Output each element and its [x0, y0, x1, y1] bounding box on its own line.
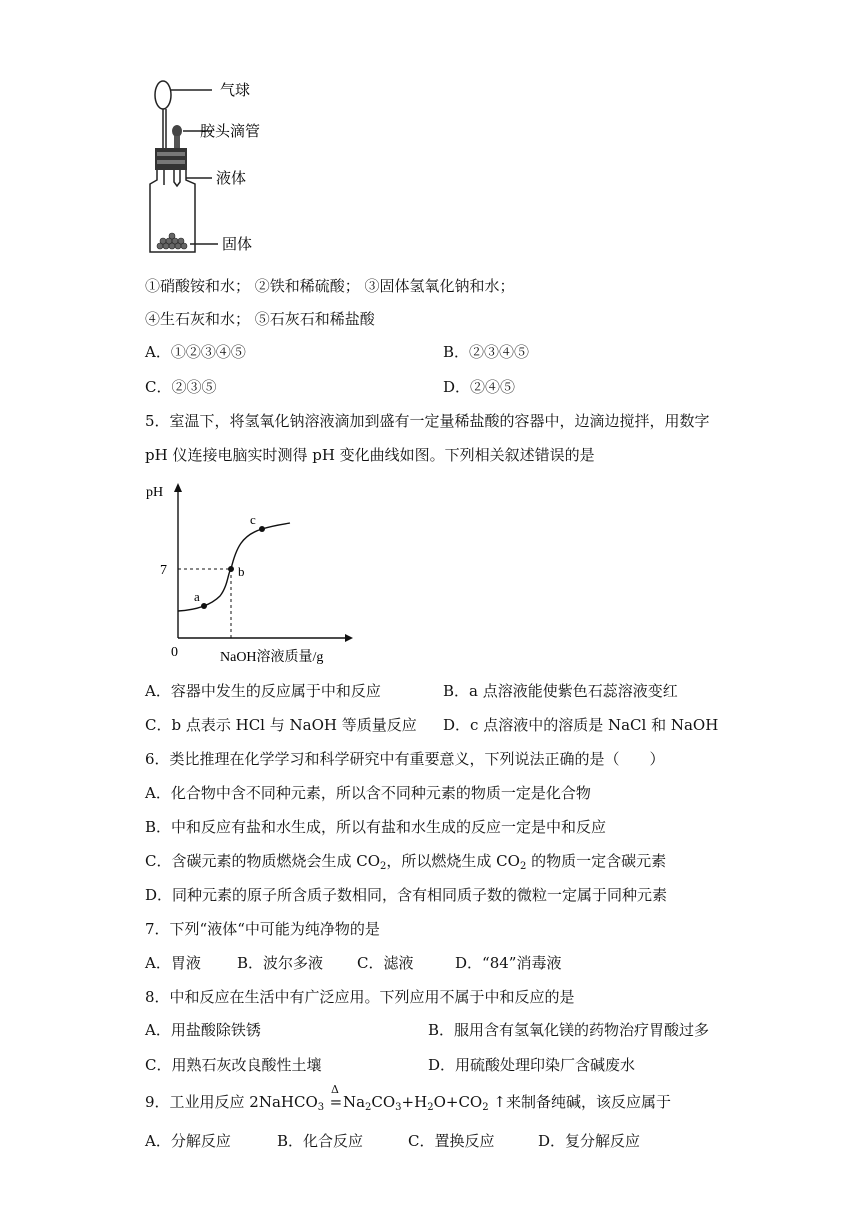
q8-option-d[interactable]: D．用硫酸处理印染厂含碱废水: [428, 1056, 636, 1074]
dropper-bulb: [172, 125, 182, 137]
point-a-label: a: [194, 589, 200, 604]
point-b-marker: [228, 566, 234, 572]
q7-option-b[interactable]: B．波尔多液: [237, 954, 324, 972]
q6-option-c-part2: ，所以燃烧生成 CO: [386, 852, 520, 870]
balloon-shape: [155, 81, 171, 109]
q6-option-d[interactable]: D．同种元素的原子所含质子数相同，含有相同质子数的微粒一定属于同种元素: [145, 886, 668, 904]
y-axis-label: pH: [146, 485, 164, 500]
q6-option-c-part1: C．含碳元素的物质燃烧会生成 CO: [145, 852, 381, 870]
q5-option-a[interactable]: A．容器中发生的反应属于中和反应: [145, 682, 381, 700]
q5-stem-line1: 5．室温下，将氢氧化钠溶液滴加到盛有一定量稀盐酸的容器中，边滴边搅拌，用数字: [145, 412, 710, 430]
y-tick-7: 7: [160, 563, 167, 578]
q9-stem: 9．工业用反应 2NaHCO$_3$ Δ $=Na_2CO_3+H_2O+CO_2$ ↑来制备纯碱，该反应属于: [145, 1083, 671, 1113]
q8-option-c[interactable]: C．用熟石灰改良酸性土壤: [145, 1056, 322, 1074]
label-liquid: 液体: [216, 169, 247, 187]
q6-stem: 6．类比推理在化学学习和科学研究中有重要意义，下列说法正确的是（ ）: [145, 750, 665, 768]
q9-option-a[interactable]: A．分解反应: [145, 1132, 231, 1150]
q5-option-d[interactable]: D．c 点溶液中的溶质是 NaCl 和 NaOH: [443, 716, 719, 734]
q8-option-a[interactable]: A．用盐酸除铁锈: [145, 1021, 261, 1039]
q4-option-b[interactable]: B．②③④⑤: [443, 343, 530, 361]
x-axis-label: NaOH溶液质量/g: [220, 650, 324, 665]
q4-option-d[interactable]: D．②④⑤: [443, 378, 516, 396]
q4-option-c[interactable]: C．②③⑤: [145, 378, 217, 396]
q9-option-c[interactable]: C．置换反应: [408, 1132, 495, 1150]
q5-option-c[interactable]: C．b 点表示 HCl 与 NaOH 等质量反应: [145, 716, 417, 734]
q6-option-b[interactable]: B．中和反应有盐和水生成，所以有盐和水生成的反应一定是中和反应: [145, 818, 607, 836]
gas-generation-apparatus-figure: [140, 70, 320, 260]
point-c-marker: [259, 526, 265, 532]
q8-stem: 8．中和反应在生活中有广泛应用。下列应用不属于中和反应的是: [145, 988, 575, 1006]
y-axis-arrow: [174, 483, 182, 492]
q7-options-row: [145, 953, 561, 973]
q4-items-line1: ①硝酸铵和水； ②铁和稀硫酸； ③固体氢氧化钠和水；: [145, 277, 515, 295]
label-dropper: 胶头滴管: [200, 122, 261, 140]
q9-stem-post: 来制备纯碱，该反应属于: [505, 1093, 671, 1111]
q6-option-a[interactable]: A．化合物中含不同种元素，所以含不同种元素的物质一定是化合物: [145, 784, 591, 802]
origin-label: 0: [171, 645, 178, 660]
label-balloon: 气球: [220, 81, 251, 99]
q4-items-line2: ④生石灰和水； ⑤石灰石和稀盐酸: [145, 310, 375, 328]
point-b-label: b: [238, 564, 245, 579]
q7-option-c[interactable]: C．滤液: [357, 954, 414, 972]
x-axis-arrow: [345, 634, 353, 642]
q6-option-c-part3: 的物质一定含碳元素: [526, 852, 667, 870]
point-c-label: c: [250, 512, 256, 527]
q9-options-row: [145, 1131, 640, 1151]
q7-option-a[interactable]: A．胃液: [145, 954, 201, 972]
q9-option-d[interactable]: D．复分解反应: [538, 1132, 641, 1150]
q9-stem-pre: 9．工业用反应 2NaHCO: [145, 1093, 318, 1111]
solid-particles: [157, 233, 187, 249]
q6-option-c[interactable]: C．含碳元素的物质燃烧会生成 $CO_2$，所以燃烧生成 $CO_2$ 的物质一定含碳元素: [145, 852, 667, 872]
q7-option-d[interactable]: D．“84”消毒液: [455, 954, 562, 972]
q8-option-b[interactable]: B．服用含有氢氧化镁的药物治疗胃酸过多: [428, 1021, 710, 1039]
stopper: [155, 148, 187, 170]
q5-option-b[interactable]: B．a 点溶液能使紫色石蕊溶液变红: [443, 682, 678, 700]
q9-option-b[interactable]: B．化合反应: [277, 1132, 364, 1150]
ph-curve-chart: [140, 478, 370, 668]
q9-equation-arrow: Δ =: [329, 1083, 343, 1111]
label-solid: 固体: [222, 235, 253, 253]
q4-option-a[interactable]: A．①②③④⑤: [145, 343, 246, 361]
point-a-marker: [201, 603, 207, 609]
q5-stem-line2: pH 仪连接电脑实时测得 pH 变化曲线如图。下列相关叙述错误的是: [145, 446, 595, 464]
q7-stem: 7．下列“液体“中可能为纯净物的是: [145, 920, 380, 938]
